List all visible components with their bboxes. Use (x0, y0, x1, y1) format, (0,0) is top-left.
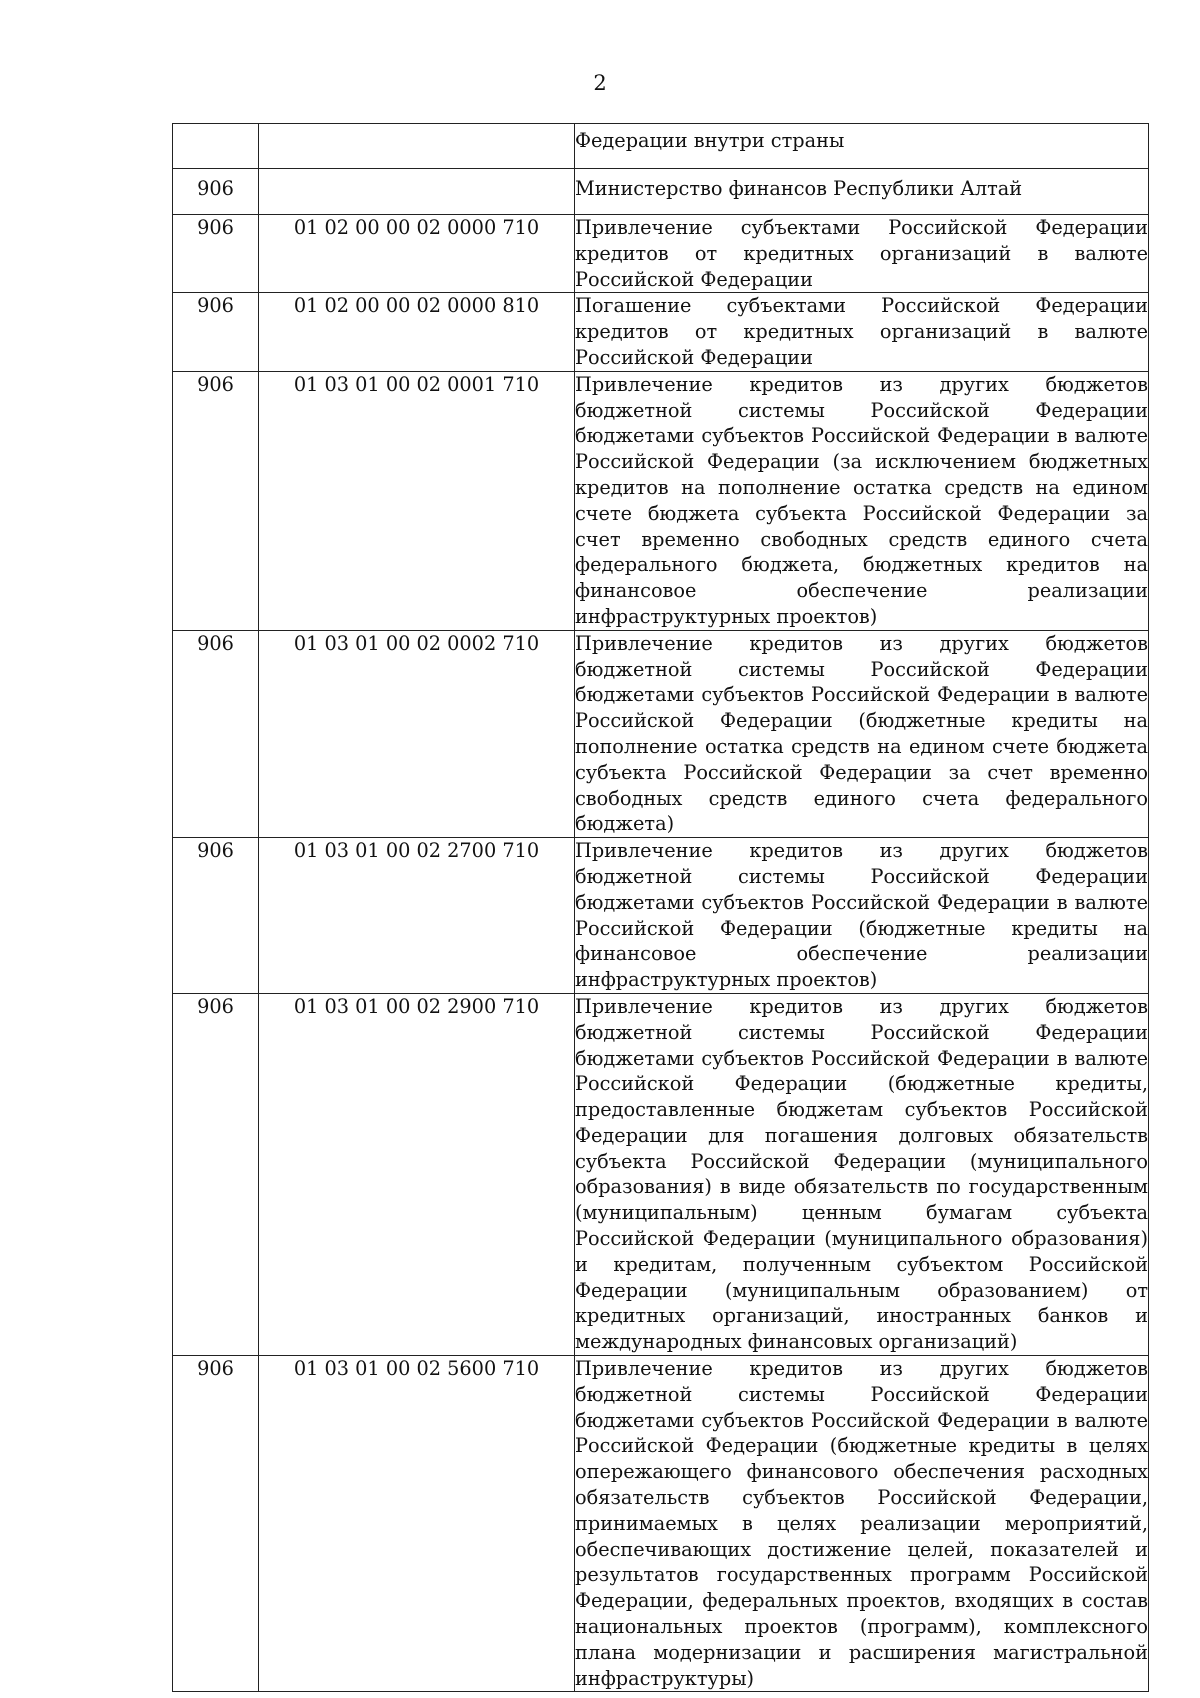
table-row (173, 293, 1149, 371)
table-row (173, 993, 1149, 1355)
description-cell: Погашение субъектами Российской Федерации кредитов от кредитных организаций в валюте Российской Федерации (575, 293, 1149, 371)
description-cell: Привлечение кредитов из других бюджетов бюджетной системы Российской Федерации бюджетами субъектов Российской Федерации в валюте Российской Федерации (за исключением бюджетных кредитов на пополнение остатка средств на едином счете бюджета субъекта Российской Федерации за счет временно свободных средств единого счета федерального бюджета, бюджетных кредитов на финансовое обеспечение реализации инфраструктурных проектов) (575, 371, 1149, 630)
admin-code-cell (173, 124, 259, 169)
admin-code-cell: 906 (173, 169, 259, 215)
budget-sources-table (172, 123, 1149, 1692)
budget-code-cell: 01 03 01 00 02 2700 710 (259, 838, 575, 994)
description-cell: Привлечение кредитов из других бюджетов бюджетной системы Российской Федерации бюджетами субъектов Российской Федерации в валюте Российской Федерации (бюджетные кредиты в целях опережающего финансового обеспечения расходных обязательств субъектов Российской Федерации, принимаемых в целях реализации мероприятий, обеспечивающих достижение целей, показателей и результатов государственных программ Российской Федерации, федеральных проектов, входящих в состав национальных проектов (программ), комплексного плана модернизации и расширения магистральной инфраструктуры) (575, 1356, 1149, 1692)
budget-code-cell: 01 03 01 00 02 5600 710 (259, 1356, 575, 1692)
description-cell: Привлечение субъектами Российской Федерации кредитов от кредитных организаций в валюте Российской Федерации (575, 215, 1149, 293)
budget-code-cell: 01 02 00 00 02 0000 710 (259, 215, 575, 293)
admin-code-cell: 906 (173, 1356, 259, 1692)
table-row (173, 838, 1149, 994)
budget-code-cell: 01 02 00 00 02 0000 810 (259, 293, 575, 371)
table-row (173, 215, 1149, 293)
table-row (173, 630, 1149, 837)
budget-code-cell: 01 03 01 00 02 0002 710 (259, 630, 575, 837)
budget-code-cell (259, 169, 575, 215)
description-cell: Привлечение кредитов из других бюджетов бюджетной системы Российской Федерации бюджетами субъектов Российской Федерации в валюте Российской Федерации (бюджетные кредиты на пополнение остатка средств на едином счете бюджета субъекта Российской Федерации за счет временно свободных средств единого счета федерального бюджета) (575, 630, 1149, 837)
page-number: 2 (593, 71, 607, 95)
budget-code-cell (259, 124, 575, 169)
admin-code-cell: 906 (173, 371, 259, 630)
admin-code-cell: 906 (173, 838, 259, 994)
table-row (173, 371, 1149, 630)
budget-code-cell: 01 03 01 00 02 0001 710 (259, 371, 575, 630)
admin-code-cell: 906 (173, 630, 259, 837)
description-cell: Привлечение кредитов из других бюджетов бюджетной системы Российской Федерации бюджетами субъектов Российской Федерации в валюте Российской Федерации (бюджетные кредиты, предоставленные бюджетам субъектов Российской Федерации для погашения долговых обязательств субъекта Российской Федерации (муниципального образования) в виде обязательств по государственным (муниципальным) ценным бумагам субъекта Российской Федерации (муниципального образования) и кредитам, полученным субъектом Российской Федерации (муниципальным образованием) от кредитных организаций, иностранных банков и международных финансовых организаций) (575, 993, 1149, 1355)
budget-code-cell: 01 03 01 00 02 2900 710 (259, 993, 575, 1355)
description-cell: Федерации внутри страны (575, 124, 1149, 169)
description-cell: Привлечение кредитов из других бюджетов бюджетной системы Российской Федерации бюджетами субъектов Российской Федерации в валюте Российской Федерации (бюджетные кредиты на финансовое обеспечение реализации инфраструктурных проектов) (575, 838, 1149, 994)
table-row (173, 124, 1149, 169)
table-row (173, 1356, 1149, 1692)
admin-code-cell: 906 (173, 215, 259, 293)
admin-code-cell: 906 (173, 993, 259, 1355)
description-cell: Министерство финансов Республики Алтай (575, 169, 1149, 215)
admin-code-cell: 906 (173, 293, 259, 371)
table-row (173, 169, 1149, 215)
